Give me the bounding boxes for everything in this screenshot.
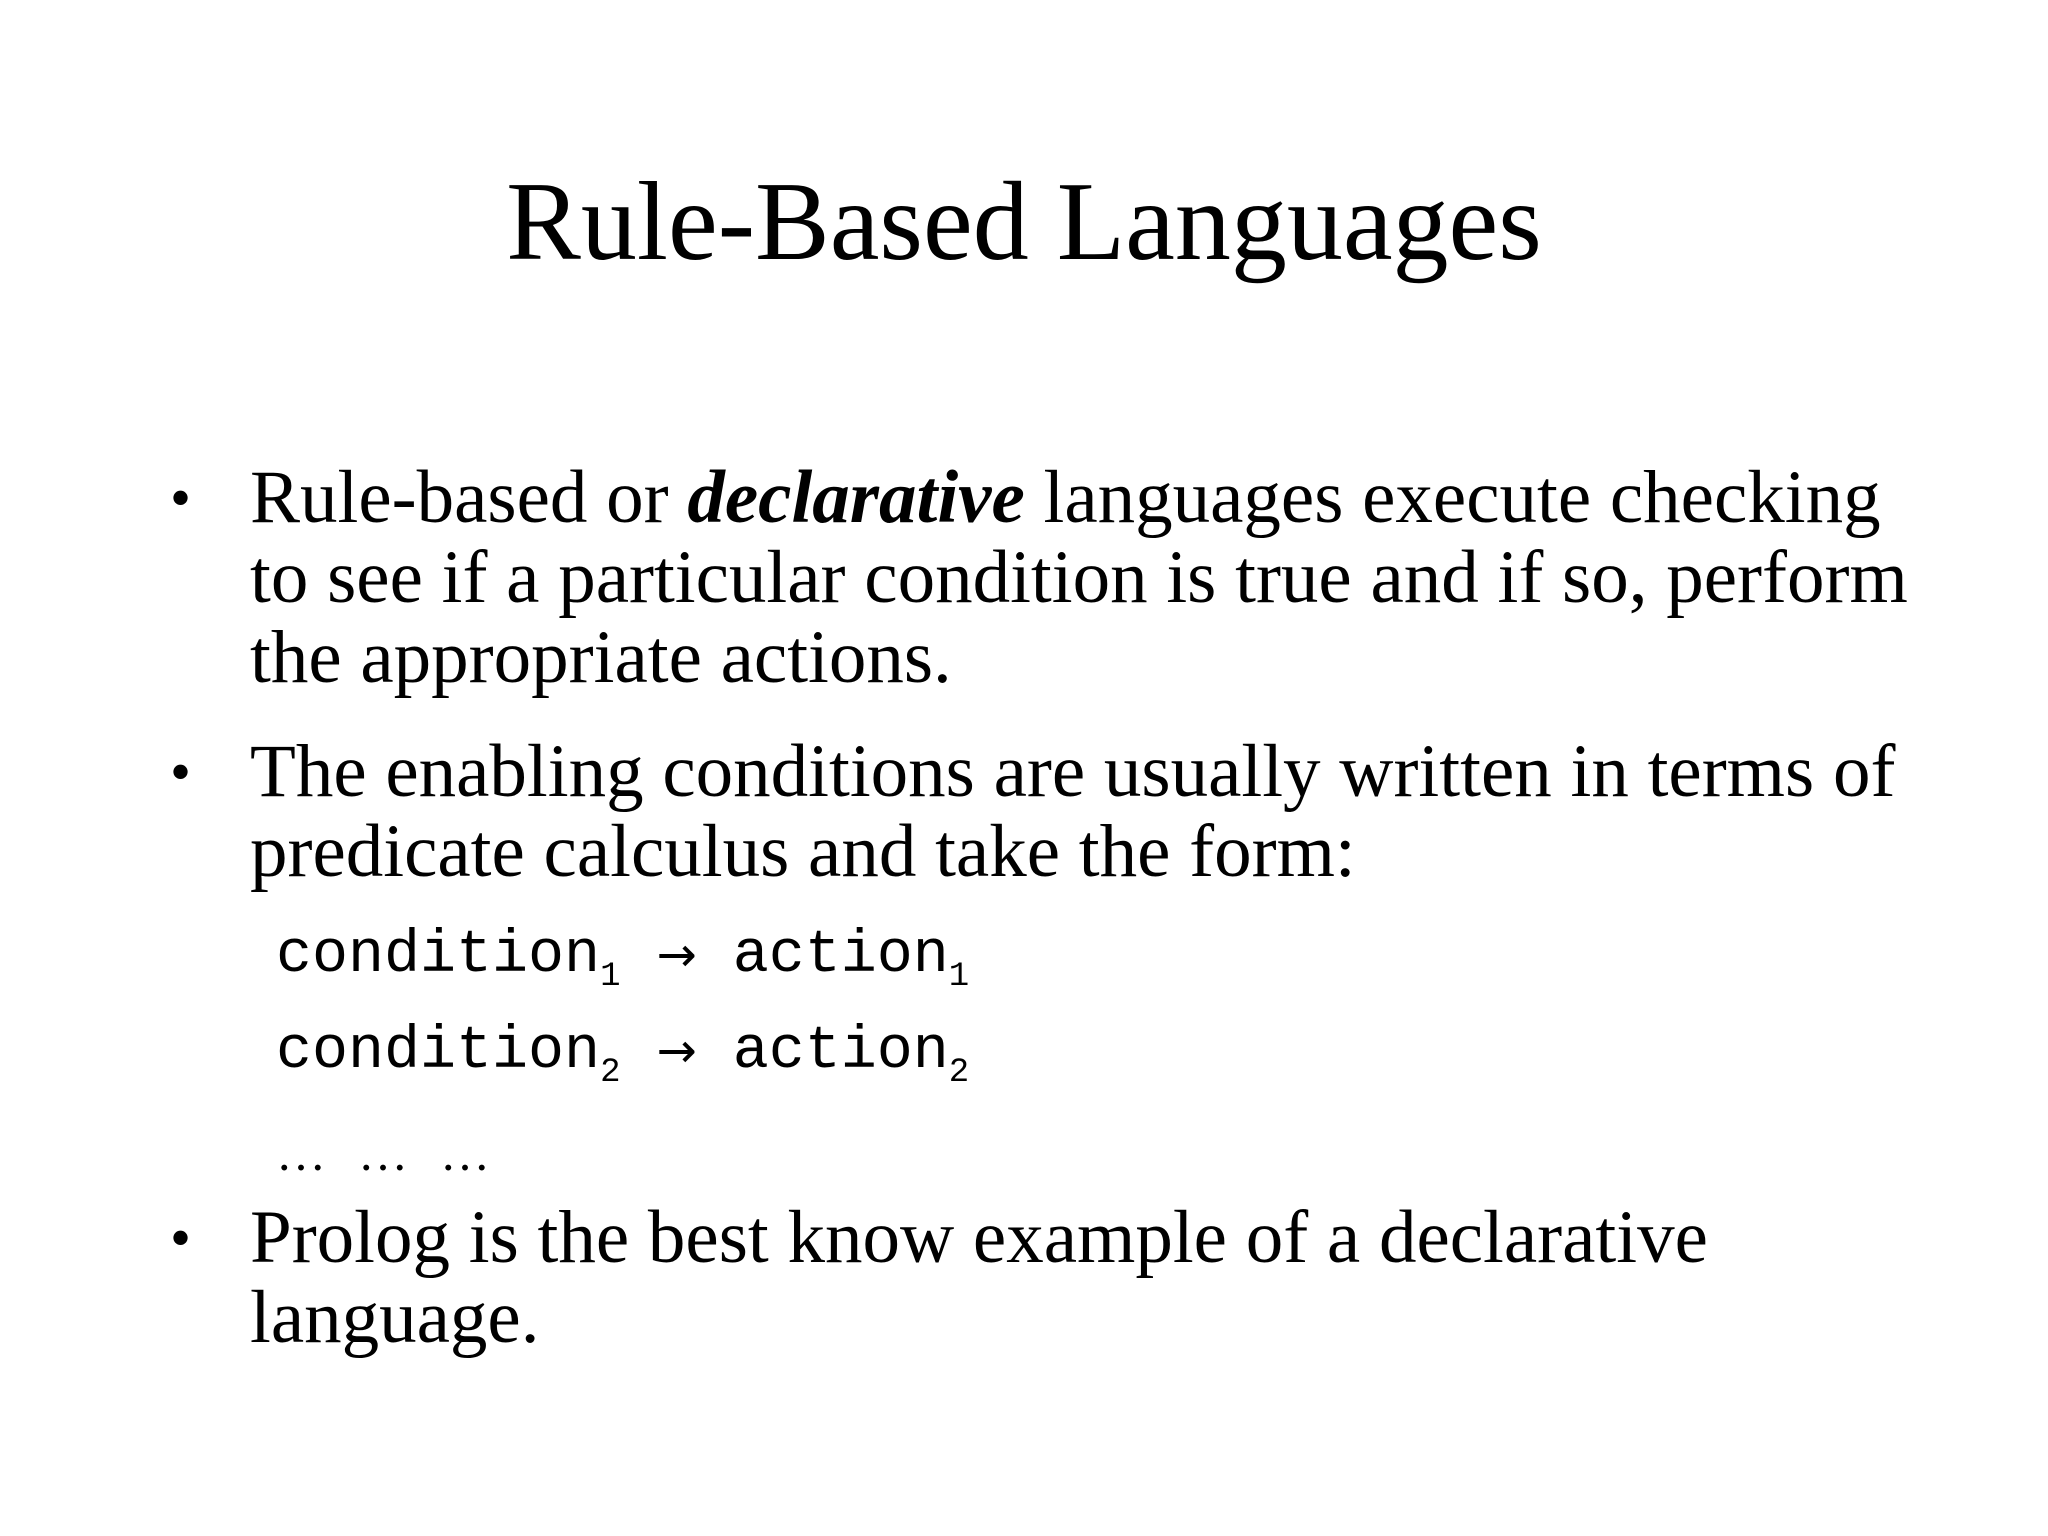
condition-text: condition [276,1018,601,1086]
rule-line-1 [276,920,970,996]
action-subscript: 1 [948,958,970,996]
bullet-text: The enabling conditions are usually written in terms of predicate calculus and take the form: [250,730,1896,893]
ellipsis: … [358,1125,408,1181]
slide-title: Rule-Based Languages [506,160,1542,284]
bullet-text: Prolog is the best know example of a declarative language. [250,1196,1708,1359]
rule-line-2 [276,1016,970,1092]
action-subscript: 2 [948,1054,970,1092]
arrow-icon: → [656,1023,697,1079]
condition-text: condition [276,922,601,990]
condition-subscript: 1 [600,958,621,996]
bullet-marker: • [170,739,192,805]
ellipsis-line [276,1118,522,1188]
bullet-marker: • [170,465,192,531]
condition-subscript: 2 [600,1054,621,1092]
bullet-text [250,458,1930,698]
action-text: action [732,1018,949,1086]
ellipsis: … [276,1125,326,1181]
arrow-icon: → [656,927,697,983]
ellipsis: … [440,1125,490,1181]
emphasized-term: declarative [687,456,1025,539]
bullet-text-start: Rule-based or [250,456,688,539]
bullet-marker: • [170,1205,192,1271]
action-text: action [732,922,949,990]
bullet-text-rest: languages execute checking to see if a particular condition is true and if so, perform the appropriate actions. [250,456,1908,699]
